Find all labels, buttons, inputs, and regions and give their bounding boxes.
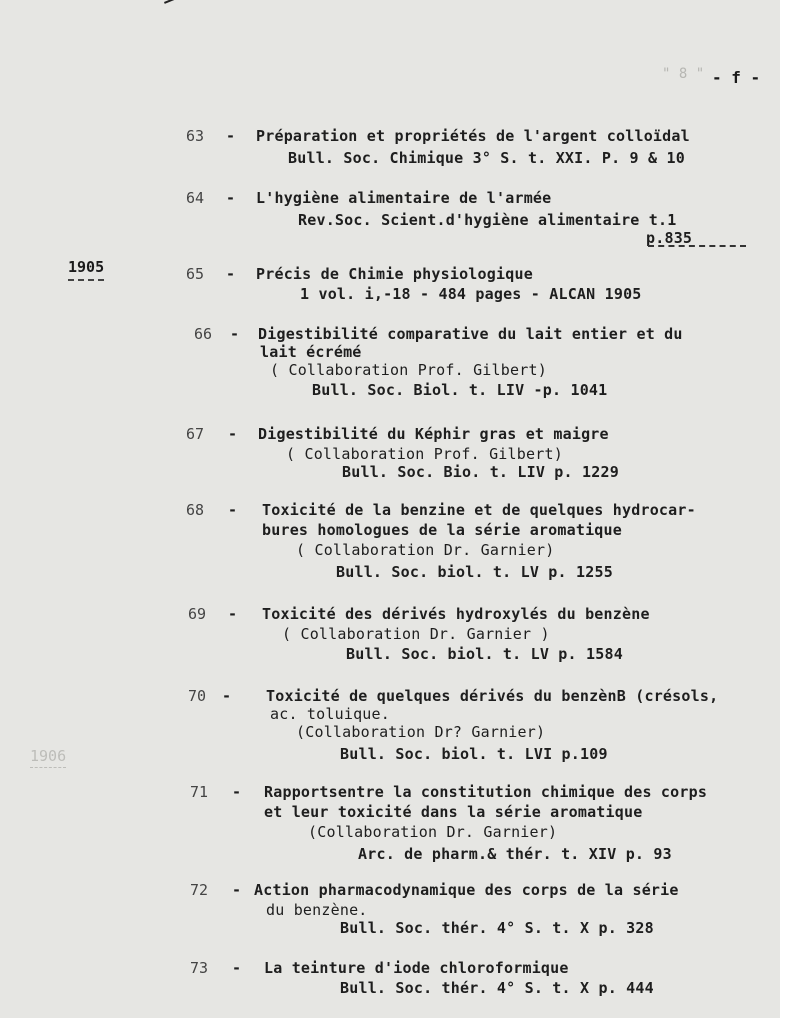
entry-number: 73 [190,959,209,977]
entry-reference: Bull. Soc. Chimique 3° S. t. XXI. P. 9 & 10 [288,149,685,167]
entry-reference: 1 vol. i,-18 - 484 pages - ALCAN 1905 [300,285,642,303]
entry-number: 67 [186,425,205,443]
dashed-rule [648,245,746,247]
entry-separator: - [232,959,242,977]
entry-title-cont: du benzène. [266,901,368,919]
entry-title: Toxicité de quelques dérivés du benzènB (crésols, [266,687,719,705]
entry-separator: - [226,189,236,207]
entry-title: Précis de Chimie physiologique [256,265,533,283]
entry-separator: - [228,501,238,519]
entry-reference: Bull. Soc. biol. t. LV p. 1584 [346,645,623,663]
entry-collaboration: (Collaboration Dr? Garnier) [296,723,546,741]
scan-border [780,0,800,1018]
entry-title: Digestibilité du Képhir gras et maigre [258,425,609,443]
entry-collaboration: ( Collaboration Prof. Gilbert) [286,445,563,463]
entry-separator: - [232,881,242,899]
year-label-1905: 1905 [68,258,104,281]
entry-title-cont: bures homologues de la série aromatique [262,521,622,539]
entry-reference: Arc. de pharm.& thér. t. XIV p. 93 [358,845,672,863]
entry-title: Toxicité de la benzine et de quelques hydrocar- [262,501,696,519]
entry-title: L'hygiène alimentaire de l'armée [256,189,552,207]
entry-title: Rapportsentre la constitution chimique des corps [264,783,708,801]
entry-title-cont: ac. toluique. [270,705,390,723]
faint-page-number: " 8 " [662,66,705,82]
entry-reference: Rev.Soc. Scient.d'hygiène alimentaire t.1 [298,211,677,229]
pen-mark [164,0,193,15]
entry-separator: - [232,783,242,801]
year-label-1906: 1906 [30,747,66,768]
entry-number: 66 [194,325,213,343]
entry-reference: Bull. Soc. thér. 4° S. t. X p. 444 [340,979,654,997]
entry-number: 72 [190,881,209,899]
entry-reference: Bull. Soc. Biol. t. LIV -p. 1041 [312,381,608,399]
entry-reference-page: p.835 [646,229,693,247]
entry-separator: - [230,325,240,343]
entry-collaboration: (Collaboration Dr. Garnier) [308,823,558,841]
entry-title: Digestibilité comparative du lait entier et du [258,325,683,343]
entry-separator: - [226,265,236,283]
entry-title: Action pharmacodynamique des corps de la série [254,881,679,899]
entry-separator: - [222,687,232,705]
entry-reference: Bull. Soc. Bio. t. LIV p. 1229 [342,463,619,481]
entry-separator: - [228,425,238,443]
entry-number: 69 [188,605,207,623]
entry-reference: Bull. Soc. biol. t. LVI p.109 [340,745,608,763]
entry-title: Préparation et propriétés de l'argent colloïdal [256,127,690,145]
entry-title: La teinture d'iode chloroformique [264,959,569,977]
entry-title-cont: et leur toxicité dans la série aromatique [264,803,643,821]
entry-number: 71 [190,783,209,801]
entry-collaboration: ( Collaboration Prof. Gilbert) [270,361,547,379]
entry-number: 68 [186,501,205,519]
entry-separator: - [226,127,236,145]
entry-collaboration: ( Collaboration Dr. Garnier ) [282,625,550,643]
entry-number: 63 [186,127,205,145]
entry-number: 64 [186,189,205,207]
entry-collaboration: ( Collaboration Dr. Garnier) [296,541,555,559]
page-number: - f - [712,68,761,87]
entry-title: Toxicité des dérivés hydroxylés du benzène [262,605,650,623]
entry-reference: Bull. Soc. thér. 4° S. t. X p. 328 [340,919,654,937]
entry-number: 70 [188,687,207,705]
entry-number: 65 [186,265,205,283]
entry-separator: - [228,605,238,623]
entry-reference: Bull. Soc. biol. t. LV p. 1255 [336,563,613,581]
entry-title-cont: lait écrémé [260,343,362,361]
